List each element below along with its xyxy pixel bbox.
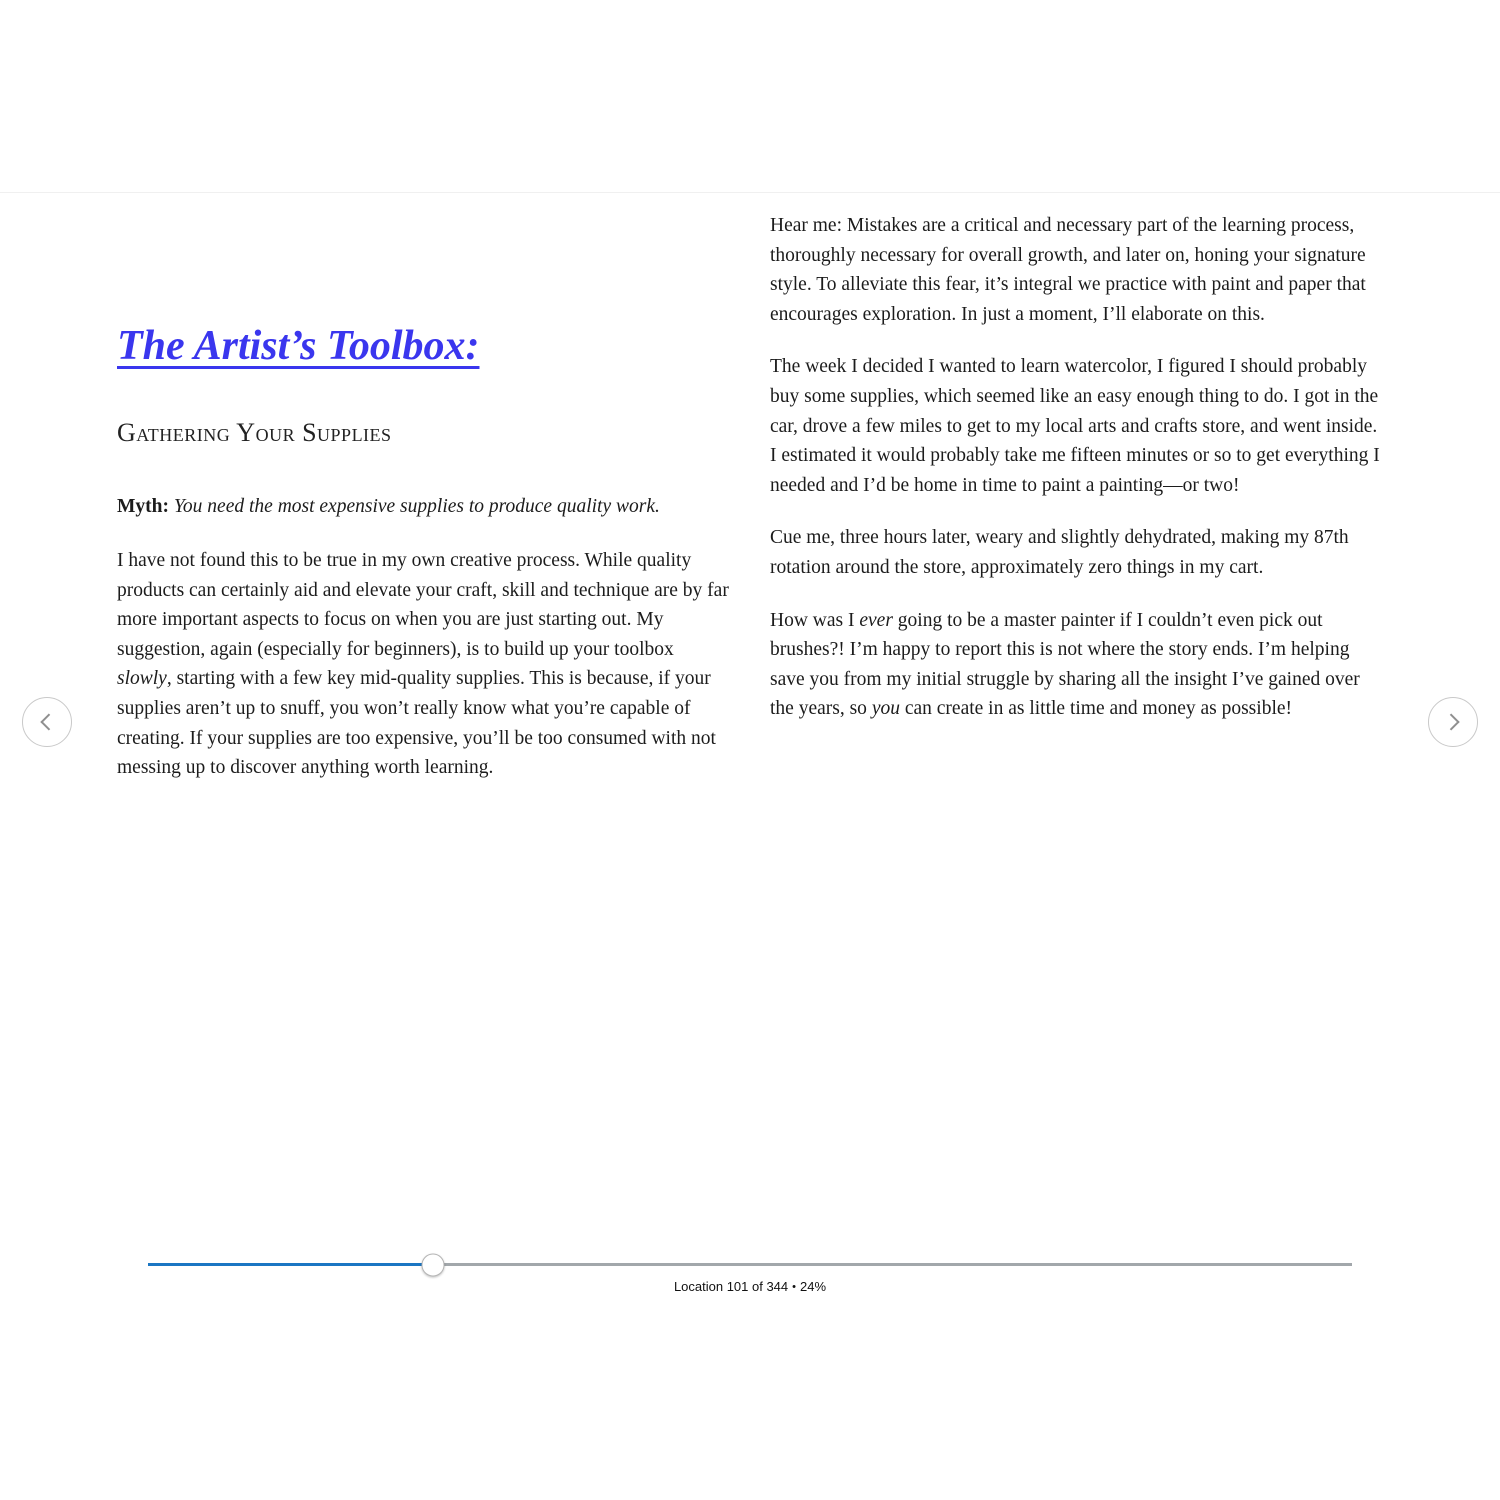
separator-dot: •	[792, 1281, 797, 1293]
section-heading: Gathering Your Supplies	[117, 418, 392, 447]
chevron-right-icon	[1443, 714, 1460, 731]
progress-fill	[148, 1263, 433, 1266]
body-paragraph: I have not found this to be true in my own creative process. While quality products can certainly aid and elevate your craft, skill and technique are by far more important aspects to focus on when you are just starting out. My suggestion, again (especially for beginners), is to build up your toolbox slowly, starting with a few key mid-quality supplies. This is because, if your supplies aren’t up to snuff, you won’t really know what you’re capable of creating. If your supplies are too expensive, you’ll be too consumed with not messing up to discover anything worth learning.	[117, 550, 729, 779]
location-status	[0, 1279, 1500, 1294]
body-paragraph: The week I decided I wanted to learn watercolor, I figured I should probably buy some supplies, which seemed like an easy enough thing to do. I got in the car, drove a few miles to get to my local arts and crafts store, and went inside. I estimated it would probably take me fifteen minutes or so to get everything I needed and I’d be home in time to paint a painting—or two!	[770, 356, 1380, 496]
chevron-left-icon	[40, 714, 57, 731]
body-paragraph: Cue me, three hours later, weary and slightly dehydrated, making my 87th rotation around the store, approximately zero things in my cart.	[770, 527, 1349, 578]
body-paragraph: Hear me: Mistakes are a critical and necessary part of the learning process, thoroughly necessary for overall growth, and later on, honing your signature style. To alleviate this fear, it’s integral we practice with paint and paper that encourages exploration. In just a moment, I’ll elaborate on this.	[770, 215, 1366, 325]
percent-text: 24%	[800, 1279, 827, 1294]
page-column-right	[770, 211, 1388, 747]
previous-page-button[interactable]	[22, 697, 72, 747]
progress-thumb[interactable]	[422, 1254, 445, 1277]
next-page-button[interactable]	[1428, 697, 1478, 747]
progress-track[interactable]	[148, 1263, 1352, 1266]
chapter-title-link[interactable]: The Artist’s Toolbox:	[117, 323, 480, 369]
myth-paragraph: Myth: You need the most expensive supplies to produce quality work.	[117, 496, 660, 517]
reading-progress-slider	[148, 1263, 1352, 1267]
body-paragraph: How was I ever going to be a master painter if I couldn’t even pick out brushes?! I’m happy to report this is not where the story ends. I’m helping save you from my initial struggle by sharing all the insight I’ve gained over the years, so you can create in as little time and money as possible!	[770, 609, 1360, 720]
book-page	[0, 194, 1500, 1500]
header-bar	[0, 0, 1500, 193]
location-text: Location 101 of 344	[673, 1279, 789, 1294]
